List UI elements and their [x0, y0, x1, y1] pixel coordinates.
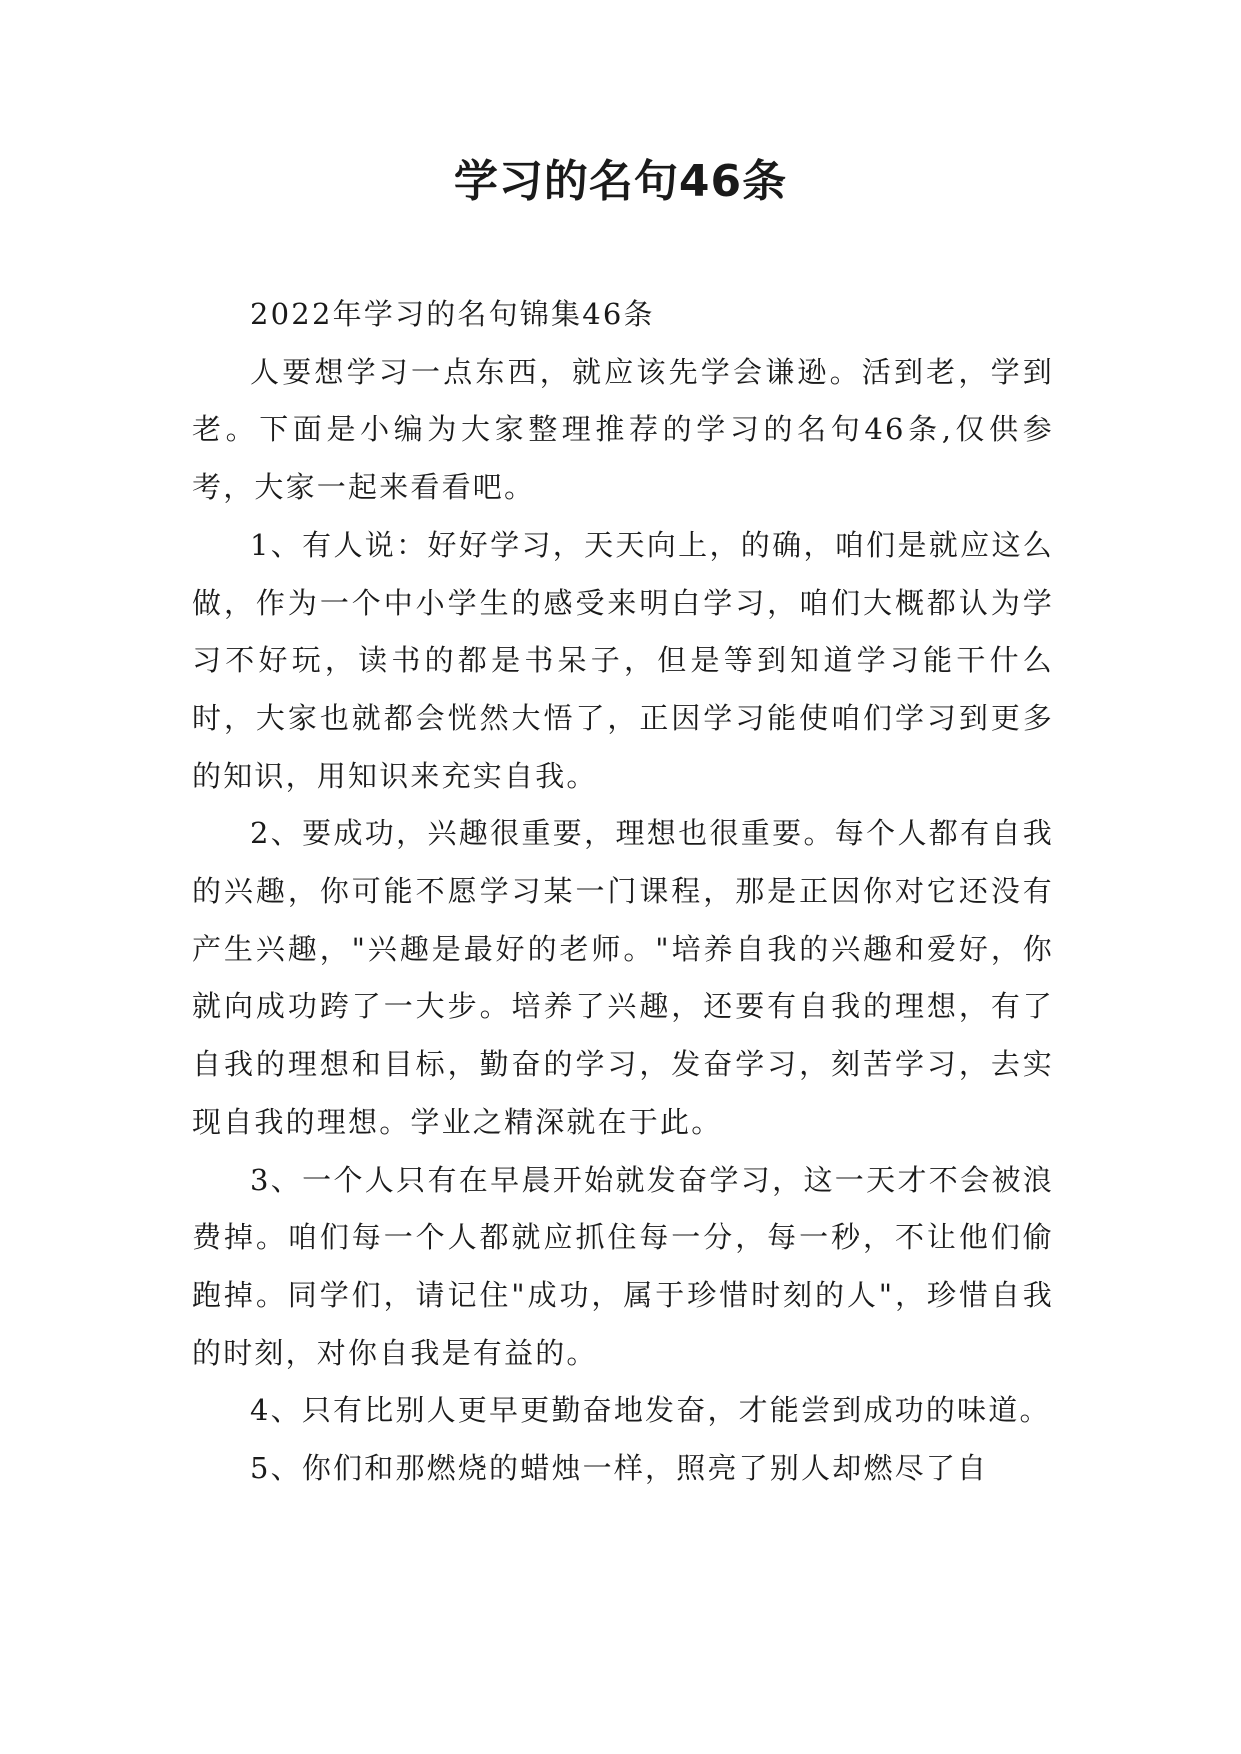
document-body — [192, 286, 1054, 1498]
paragraph-item-3: 3、一个人只有在早晨开始就发奋学习，这一天才不会被浪费掉。咱们每一个人都就应抓住每一分，每一秒，不让他们偷跑掉。同学们，请记住"成功，属于珍惜时刻的人"，珍惜自我的时刻，对你自我是有益的。 — [192, 1162, 1054, 1370]
paragraph-item-2: 2、要成功，兴趣很重要，理想也很重要。每个人都有自我的兴趣，你可能不愿学习某一门课程，那是正因你对它还没有产生兴趣，"兴趣是最好的老师。"培养自我的兴趣和爱好，你就向成功跨了一大步。培养了兴趣，还要有自我的理想，有了自我的理想和目标，勤奋的学习，发奋学习，刻苦学习，去实现自我的理想。学业之精深就在于此。 — [192, 816, 1054, 1139]
paragraph-item-5: 5、你们和那燃烧的蜡烛一样，照亮了别人却燃尽了自 — [250, 1451, 989, 1486]
paragraph-item-4: 4、只有比别人更早更勤奋地发奋，才能尝到成功的味道。 — [250, 1393, 1051, 1428]
paragraph-item-1: 1、有人说：好好学习，天天向上，的确，咱们是就应这么做，作为一个中小学生的感受来明白学习，咱们大概都认为学习不好玩，读书的都是书呆子，但是等到知道学习能干什么时，大家也就都会恍然大悟了，正因学习能使咱们学习到更多的知识，用知识来充实自我。 — [192, 527, 1054, 793]
paragraph-intro: 人要想学习一点东西，就应该先学会谦逊。活到老，学到老。下面是小编为大家整理推荐的学习的名句46条,仅供参考，大家一起来看看吧。 — [192, 354, 1054, 505]
paragraph-subtitle: 2022年学习的名句锦集46条 — [250, 297, 655, 331]
document-title: 学习的名句46条 — [453, 156, 788, 207]
